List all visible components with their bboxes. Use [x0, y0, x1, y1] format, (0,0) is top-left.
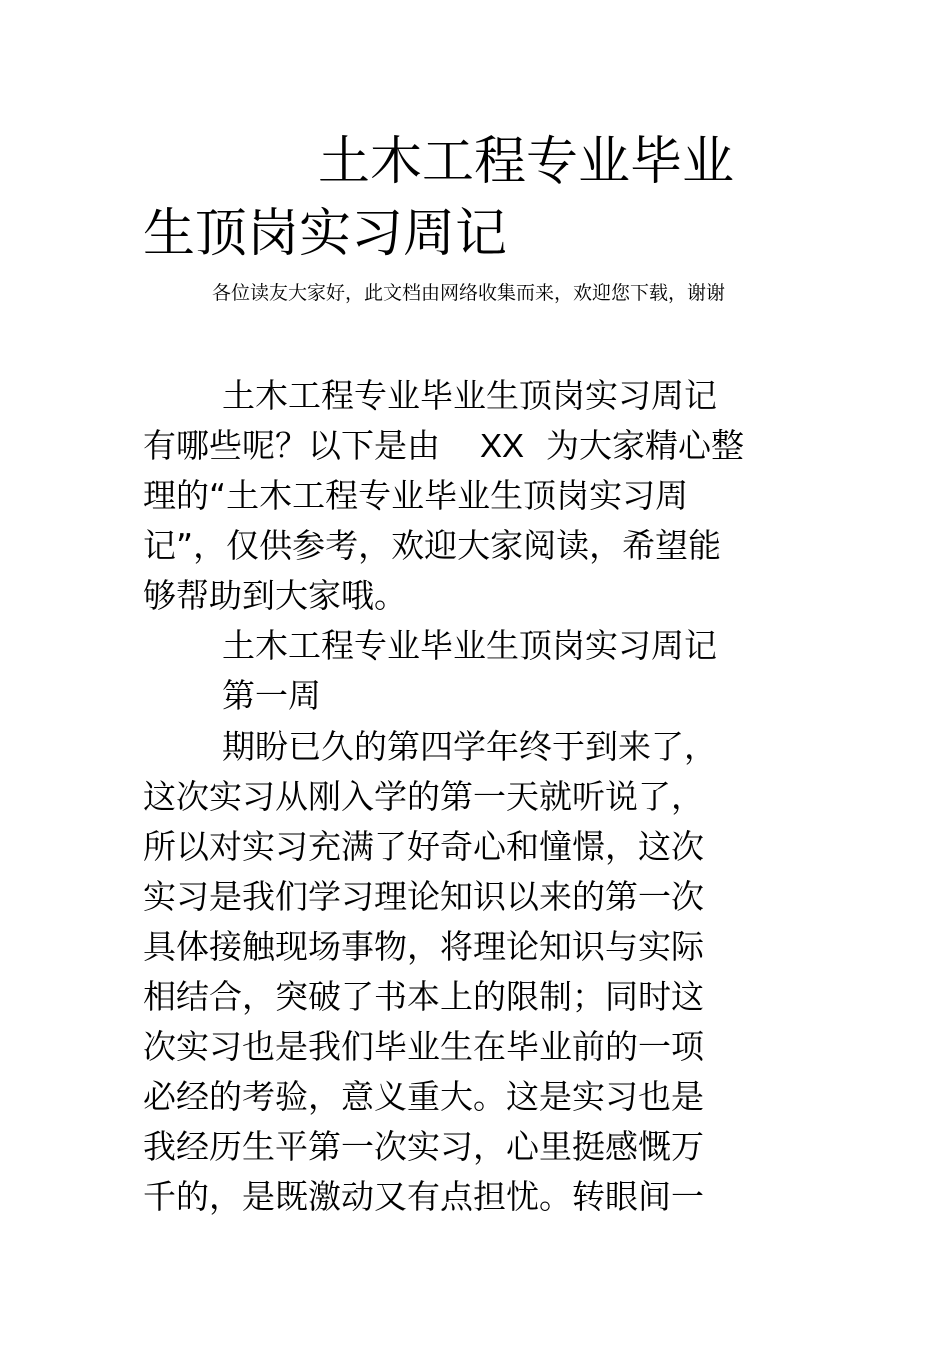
body-line: 千的，是既激动又有点担忧。转眼间一: [143, 1177, 704, 1216]
section-heading-title: 土木工程专业毕业生顶岗实习周记: [222, 626, 717, 665]
intro-line-2-a: 有哪些呢？以下是由: [143, 426, 440, 465]
intro-line-1: 土木工程专业毕业生顶岗实习周记: [222, 376, 717, 415]
document-title-line-1: 土木工程专业毕业: [318, 132, 735, 192]
body-line: 所以对实习充满了好奇心和憧憬，这次: [143, 827, 704, 866]
body-line: 必经的考验，意义重大。这是实习也是: [143, 1077, 704, 1116]
body-line: 相结合，突破了书本上的限制；同时这: [143, 977, 704, 1016]
section-heading-week: 第一周: [222, 676, 321, 715]
body-line: 我经历生平第一次实习，心里挺感慨万: [143, 1127, 704, 1166]
body-line: 实习是我们学习理论知识以来的第一次: [143, 877, 704, 916]
body-line: 这次实习从刚入学的第一天就听说了，: [143, 777, 704, 816]
intro-line-2-xx: XX: [480, 427, 525, 464]
intro-line-2: [143, 424, 744, 468]
intro-line-4: 记”，仅供参考，欢迎大家阅读，希望能: [143, 526, 722, 565]
body-line: 次实习也是我们毕业生在毕业前的一项: [143, 1027, 704, 1066]
intro-line-3: 理的“土木工程专业毕业生顶岗实习周: [143, 476, 689, 515]
document-subtitle: 各位读友大家好，此文档由网络收集而来，欢迎您下载，谢谢: [212, 282, 726, 304]
document-title-line-2: 生顶岗实习周记: [143, 204, 508, 264]
body-line: 期盼已久的第四学年终于到来了，: [222, 727, 717, 766]
intro-line-2-b: 为大家精心整: [546, 426, 745, 465]
intro-line-5: 够帮助到大家哦。: [143, 576, 407, 615]
body-line: 具体接触现场事物，将理论知识与实际: [143, 927, 704, 966]
